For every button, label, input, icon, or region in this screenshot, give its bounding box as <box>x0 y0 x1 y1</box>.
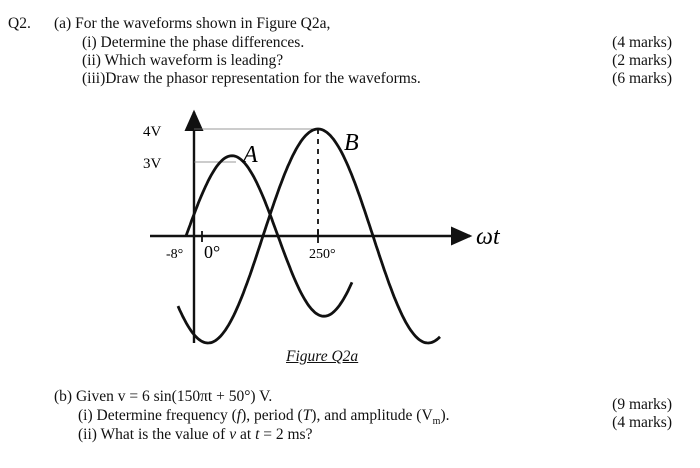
part-a-marks-iii: (6 marks) <box>612 70 672 87</box>
question-number: Q2. <box>8 15 31 32</box>
y-label-4v: 4V <box>143 124 162 140</box>
x-label-250: 250° <box>309 247 336 262</box>
part-a-item-ii: (ii) Which waveform is leading? <box>82 52 284 69</box>
x-label-0: 0° <box>204 242 221 262</box>
part-b-marks-i: (9 marks) <box>612 396 672 413</box>
part-a-item-iii: (iii)Draw the phasor representation for the waveforms. <box>82 70 421 87</box>
part-a-marks-ii: (2 marks) <box>612 52 672 69</box>
wave-label-b: B <box>344 130 359 156</box>
part-b-intro: (b) Given v = 6 sin(150πt + 50°) V. <box>54 388 273 405</box>
part-b-expression: v = 6 sin(150πt + 50°) V. <box>117 388 273 405</box>
part-a-intro: (a) For the waveforms shown in Figure Q2a, <box>54 15 331 32</box>
x-label-neg8: -8° <box>166 247 184 262</box>
part-b-marks-ii: (4 marks) <box>612 414 672 431</box>
figure-caption: Figure Q2a <box>286 348 359 365</box>
part-a-item-i: (i) Determine the phase differences. <box>82 34 305 51</box>
y-label-3v: 3V <box>143 156 162 172</box>
part-a-marks-i: (4 marks) <box>612 34 672 51</box>
part-b-item-ii: (ii) What is the value of v at t = 2 ms? <box>78 426 313 443</box>
wave-label-a: A <box>243 142 258 168</box>
axis-label-wt: ωt <box>476 224 500 250</box>
part-b-item-i: (i) Determine frequency (f), period (T), and amplitude $(V_m)$. <box>78 407 450 428</box>
